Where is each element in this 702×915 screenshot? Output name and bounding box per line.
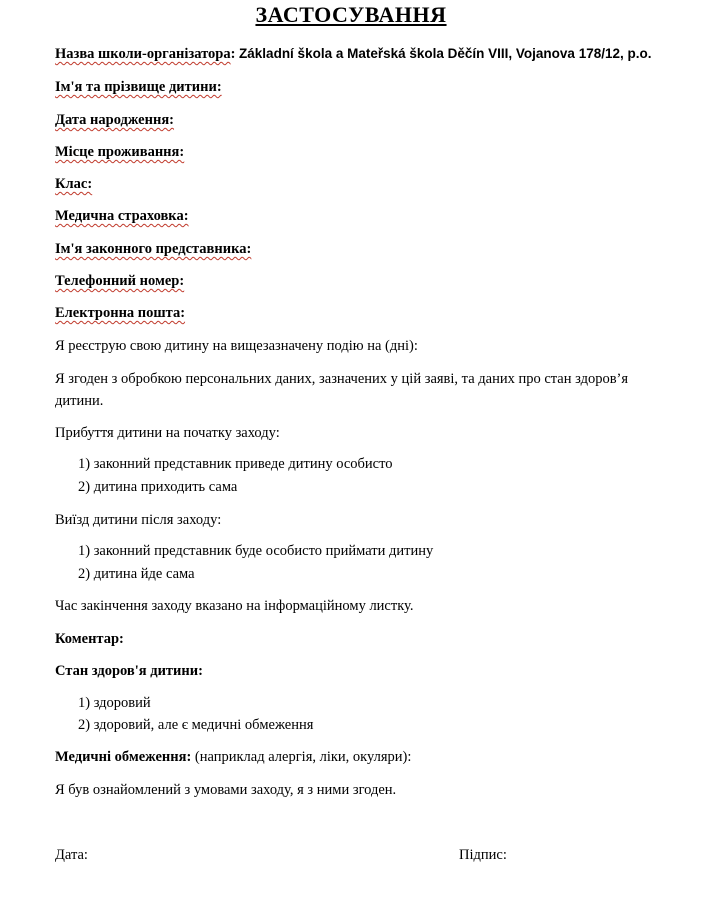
acknowledgement-text: Я був ознайомлений з умовами заходу, я з ними згоден. [55,782,397,798]
departure-heading: Виїзд дитини після заходу: [55,512,222,528]
medical-note: (наприклад алергія, ліки, окуляри): [194,749,412,765]
school-value: Základní škola a Mateřská škola Děčín VIII, Vojanova 178/12, p.o. [239,46,652,61]
comment-label: Коментар: [55,631,124,647]
residence-field: Місце проживання: [55,144,185,160]
birth-date-field: Дата народження: [55,112,175,128]
email-field: Електронна пошта: [55,305,186,321]
departure-option-1: 1) законний представник буде особисто приймати дитину [78,543,434,559]
register-text: Я реєструю свою дитину на вищезазначену подію на (дні): [55,338,418,354]
guardian-field: Ім'я законного представника: [55,241,252,257]
class-field: Клас: [55,176,93,192]
end-time-text: Час закінчення заходу вказано на інформаційному листку. [55,598,414,614]
departure-option-2: 2) дитина йде сама [78,566,195,582]
school-line: Назва школи-організатора: Základní škola a Mateřská škola Děčín VIII, Vojanova 178/12, p.o. [55,46,652,62]
arrival-heading: Прибуття дитини на початку заходу: [55,425,280,441]
school-label: Назва школи-організатора [55,46,231,62]
health-option-2: 2) здоровий, але є медичні обмеження [78,717,314,733]
signature-label: Підпис: [459,847,507,863]
insurance-field: Медична страховка: [55,208,189,224]
phone-field: Телефонний номер: [55,273,185,289]
medical-label: Медичні обмеження: [55,749,192,765]
arrival-option-1: 1) законний представник приведе дитину особисто [78,456,393,472]
health-heading: Стан здоров'я дитини: [55,663,203,679]
health-option-1: 1) здоровий [78,695,151,711]
consent-text: Я згоден з обробкою персональних даних, зазначених у цій заяві, та даних про стан здоров’я дитини. [55,371,629,409]
child-name-field: Ім'я та прізвище дитини: [55,79,222,95]
form-title: ЗАСТОСУВАННЯ [255,2,447,27]
medical-line [55,749,411,766]
date-label: Дата: [55,847,88,863]
arrival-option-2: 2) дитина приходить сама [78,479,238,495]
